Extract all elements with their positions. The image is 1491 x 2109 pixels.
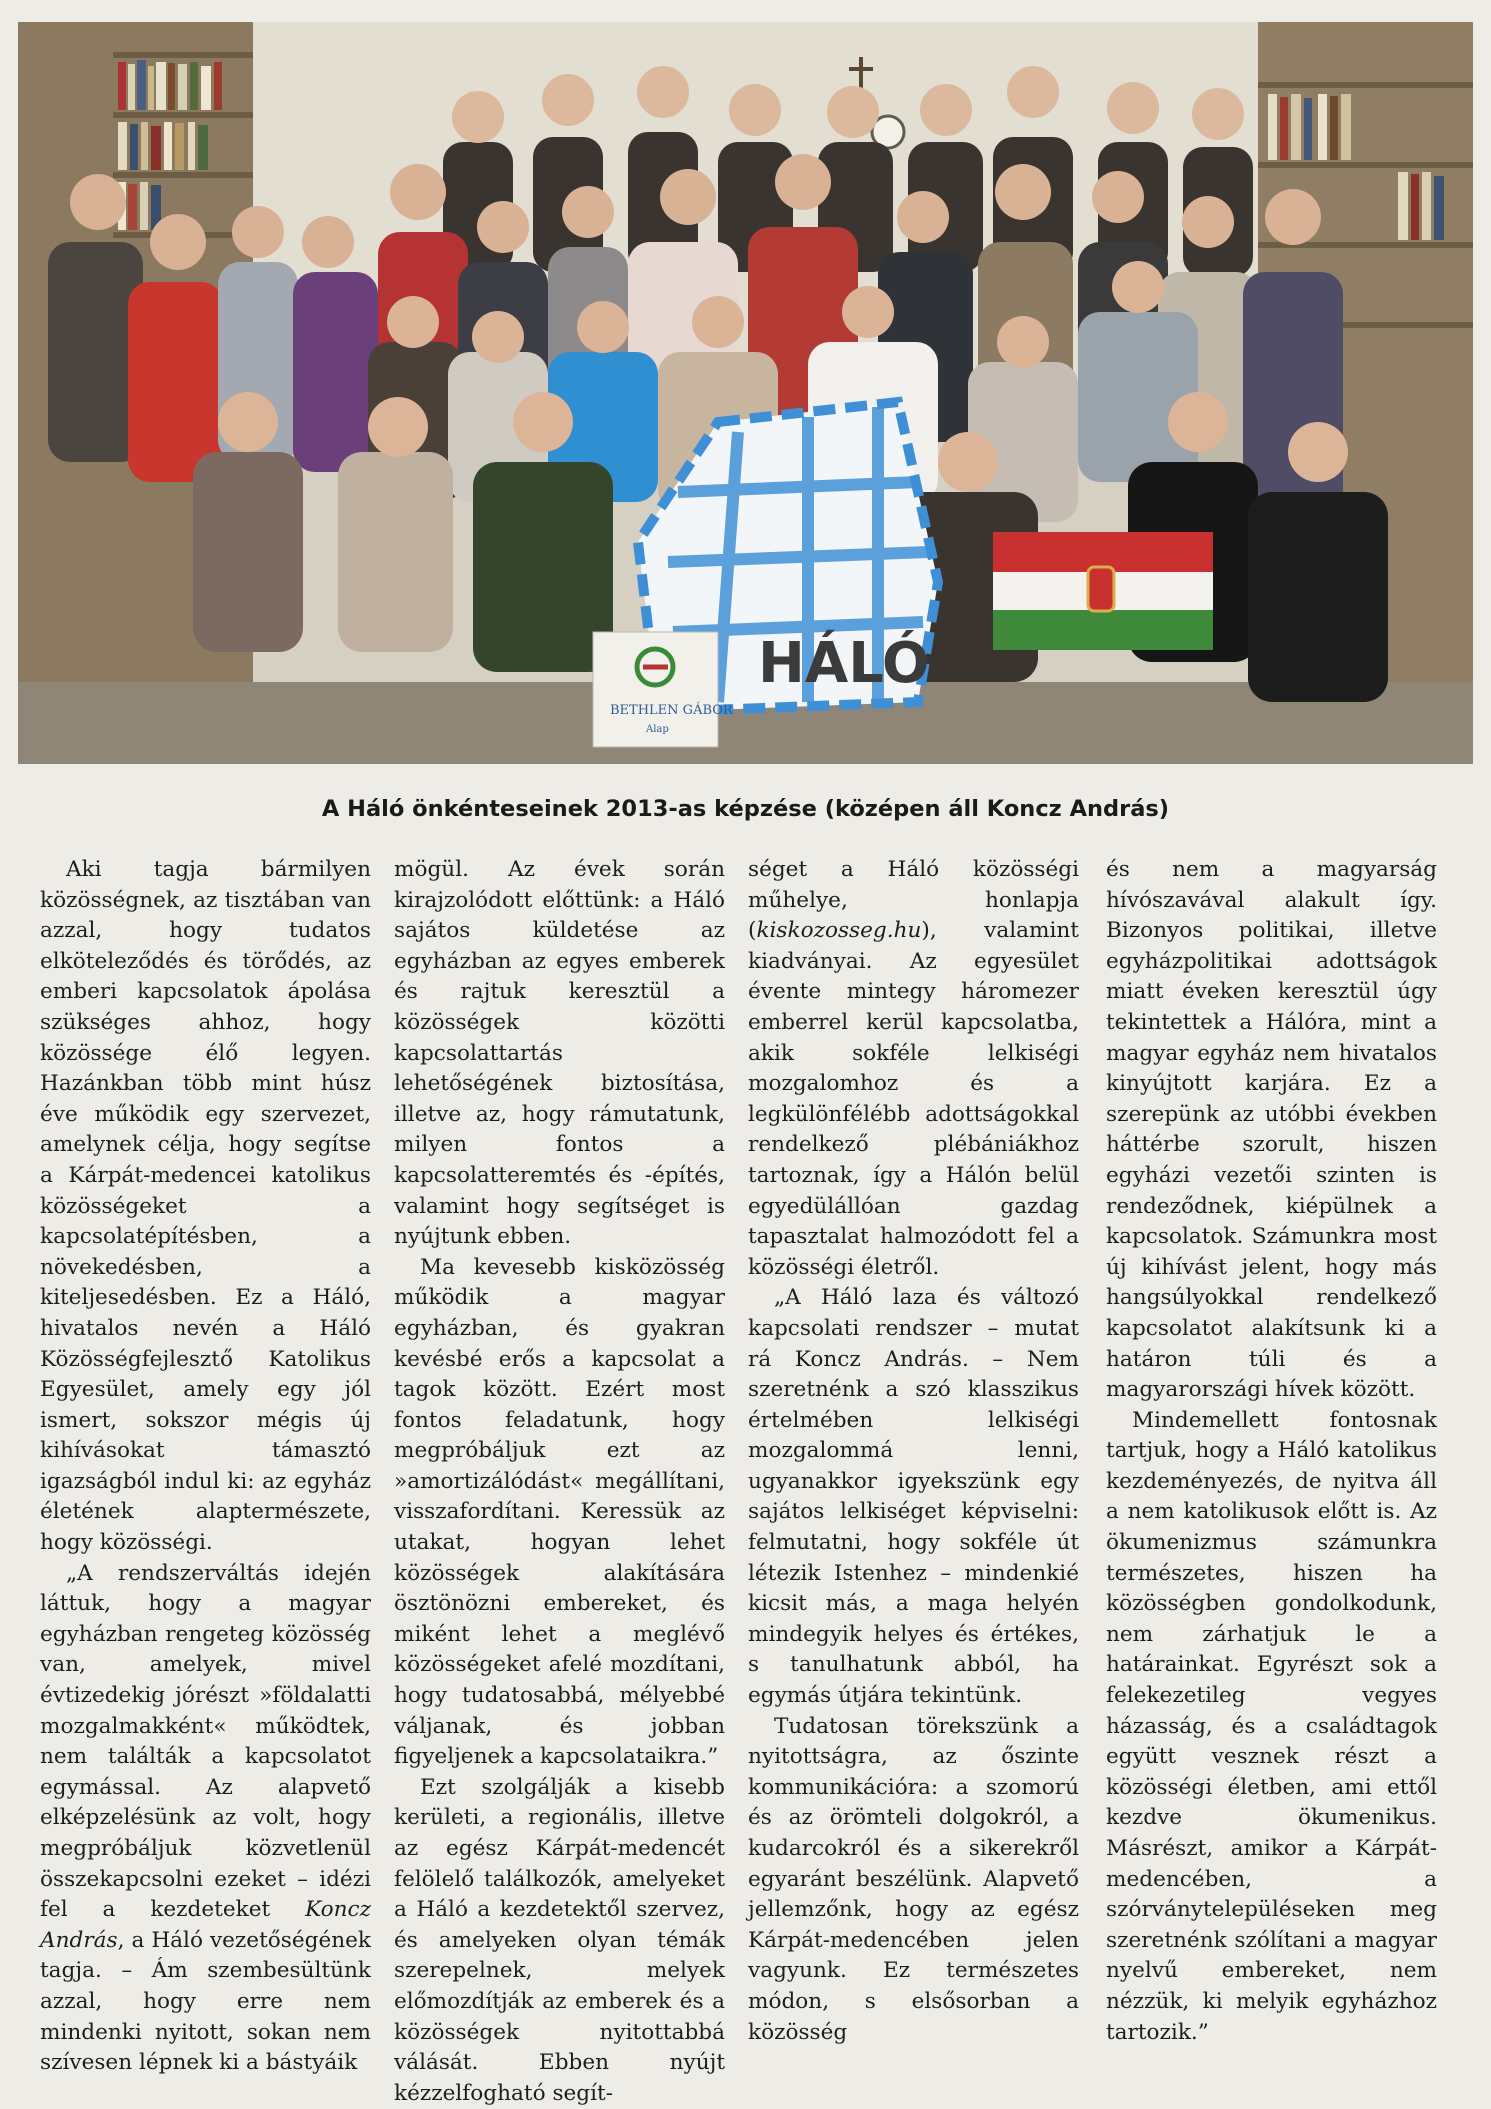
paragraph: és nem a magyarság hívószavával alakult így. Bizonyos politikai, illetve egyházpolitikai adottságok miatt éveken keresztül úgy tekintettek a Hálóra, mint a magyar egyház nem hivatalos kinyújtott karjára. Ez a szerepünk az utóbbi években háttérbe szorult, hiszen egyházi vezetői szinten is rendeződnek, kiépülnek a kapcsolatok. Számunkra most új kihívást jelent, hogy más hangsúlyokkal rendelkező kapcsolatot alakítsunk ki a határon túli és a magyarországi hívek között. — [1106, 857, 1437, 1403]
person-name: Koncz András — [40, 1897, 371, 1953]
coat-of-arms-icon — [1088, 567, 1114, 611]
bethlen-banner-text: BETHLEN GÁBOR — [610, 703, 733, 718]
quote-text: , a Háló vezetőségének tagja. – Ám szembesültünk azzal, hogy erre nem mindenki nyitott, sokan nem szívesen lépnek ki a bástyáik — [40, 1927, 371, 2076]
paragraph — [40, 1559, 371, 2079]
photo-caption: A Háló önkénteseinek 2013-as képzése (középen áll Koncz András) — [321, 796, 1170, 822]
paragraph: Tudatosan törekszünk a nyitottságra, az őszinte kommunikációra: a szomorú és az örömteli dolgokról, a kudarcokról és a sikerekről egyaránt beszélünk. Alapvető jellemzőnk, hogy az egész Kárpát-medencében jelen vagyunk. Ez természetes módon, s elsősorban a közösség — [748, 1713, 1079, 2045]
bethlen-banner-sub: Alap — [646, 724, 669, 735]
halo-flag-text: HÁLÓ — [758, 631, 930, 696]
article-column-1 — [40, 855, 371, 2079]
hungarian-flag — [993, 532, 1213, 650]
paragraph: mögül. Az évek során kirajzolódott előttünk: a Háló sajátos küldetése az egyházban az egyes emberek és rajtuk keresztül a közösségek közötti kapcsolattartás lehetőségének biztosítása, illetve az, hogy rámutatunk, milyen fontos a kapcsolatteremtés és -építés, valamint hogy segítséget is nyújtunk ebben. — [394, 857, 725, 1250]
article-column-3 — [748, 855, 1079, 2048]
quote-text: „A rendszerváltás idején láttuk, hogy a magyar egyházban rengeteg közösség van, amelyek, mivel évtizedekig jórészt »földalatti mozgalmakként« működtek, nem találták a kapcsolatot egymással. Az alapvető elképzelésünk az volt, hogy megpróbáljuk közvetlenül összekapcsolni ezeket – idézi fel a kezdeteket — [40, 1560, 371, 1923]
group-photo-illustration — [18, 22, 1473, 764]
paragraph: „A Háló laza és változó kapcsolati rendszer – mutat rá Koncz András. – Nem szeretnénk a szó klasszikus értelmében lelkiségi mozgalommá lenni, ugyanakkor igyekszünk egy sajátos lelkiséget képviselni: felmutatni, hogy sokféle út létezik Istenhez – mindenkié kicsit más, a maga helyén mindegyik helyes és értékes, s tanulhatunk abból, ha egymás útjára tekintünk. — [748, 1285, 1079, 1709]
paragraph: Mindemellett fontosnak tartjuk, hogy a Háló katolikus kezdeményezés, de nyitva áll a nem katolikusok előtt is. Az ökumenizmus számunkra természetes, hiszen ha közösségben gondolkodunk, nem zárhatjuk le a határainkat. Egyrészt sok a felekezetileg vegyes házasság, és a családtagok együtt vesznek részt a közösségi életben, ami ettől kezdve ökumenikus. Másrészt, amikor a Kárpát-medencében, a szórványtelepüléseken meg szeretnénk szólítani a magyar nyelvű embereket, nem nézzük, ki melyik egyházhoz tartozik.” — [1106, 1407, 1437, 2045]
bethlen-gabor-banner — [593, 632, 734, 747]
paragraph-text: séget a Háló közösségi műhelye, honlapja ( — [748, 857, 1079, 944]
article-body — [40, 855, 1448, 2106]
website-link: kiskozosseg.hu — [756, 918, 922, 944]
paragraph — [748, 855, 1079, 1283]
article-column-4 — [1106, 855, 1437, 2048]
group-photo — [18, 22, 1473, 764]
paragraph: Ma kevesebb kisközösség működik a magyar egyházban, és gyakran kevésbé erős a kapcsolat a tagok között. Ezért most fontos feladatunk, hogy megpróbáljuk ezt az »amortizálódást« megállítani, visszafordítani. Keressük az utakat, hogyan lehet közösségek alakítására ösztönözni embereket, és miként lehet a meglévő közösségeket afelé mozdítani, hogy tudatosabbá, mélyebbé váljanak, és jobban figyeljenek a kapcsolataikra.” — [394, 1254, 725, 1770]
paragraph: Ezt szolgálják a kisebb kerületi, a regionális, illetve az egész Kárpát-medencét felölelő találkozók, amelyeket a Háló a kezdetektől szervez, és amelyeken olyan témák szerepelnek, melyek előmozdítják az emberek és a közösségek nyitottabbá válását. Ebben nyújt kézzelfogható segít- — [394, 1774, 725, 2106]
paragraph-text: ), valamint kiadványai. Az egyesület évente mintegy háromezer emberrel kerül kapcsolatba, akik sokféle lelkiségi mozgalomhoz és a legkülönfélébb adottságokkal rendelkező plébániákhoz tartoznak, így a Hálón belül egyedülállóan gazdag tapasztalat halmozódott fel a közösségi életről. — [748, 918, 1079, 1280]
paragraph: Aki tagja bármilyen közösségnek, az tisztában van azzal, hogy tudatos elköteleződés és törődés, az emberi kapcsolatok ápolása szükséges ahhoz, hogy közössége élő legyen. Hazánkban több mint húsz éve működik egy szervezet, amelynek célja, hogy segítse a Kárpát-medencei katolikus közösségeket a kapcsolatépítésben, a növekedésben, a kiteljesedésben. Ez a Háló, hivatalos nevén a Háló Közösségfejlesztő Katolikus Egyesület, amely egy jól ismert, sokszor mégis új kihívásokat támasztó igazságból indul ki: az egyház életének alaptermészete, hogy közösségi. — [40, 857, 371, 1556]
